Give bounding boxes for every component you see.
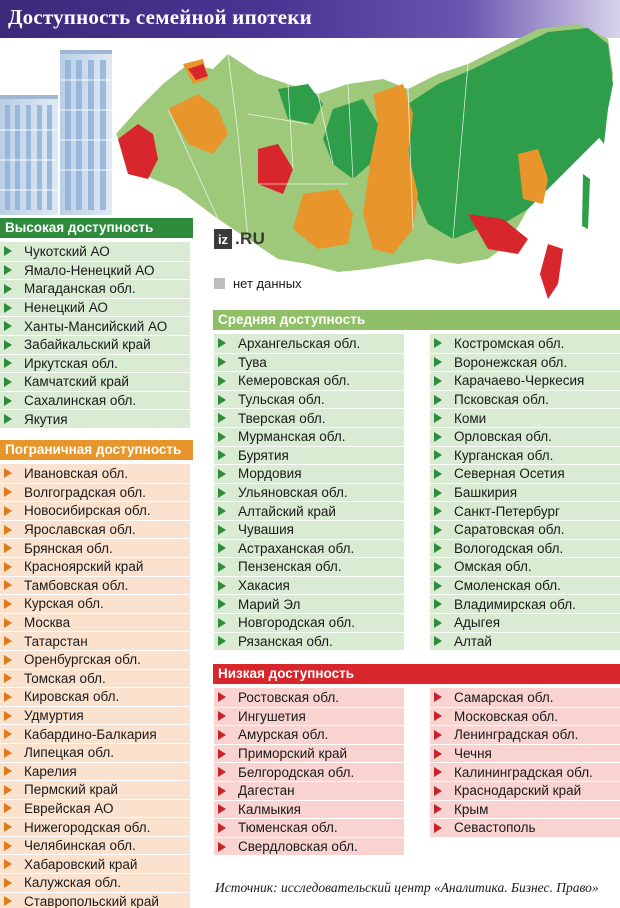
border-header: Пограничная доступность (0, 440, 193, 460)
region-row (430, 613, 620, 632)
region-row (214, 446, 404, 465)
region-label: Хабаровский край (24, 856, 138, 872)
region-row (0, 538, 190, 557)
region-label: Ставропольский край (24, 893, 159, 908)
triangle-bullet-icon (4, 636, 12, 646)
region-label: Тува (238, 354, 267, 370)
triangle-bullet-icon (218, 581, 226, 591)
region-row (0, 316, 190, 335)
low-list-col2 (430, 688, 620, 837)
triangle-bullet-icon (4, 878, 12, 888)
triangle-bullet-icon (218, 413, 226, 423)
region-label: Еврейская АО (24, 800, 114, 816)
region-row (0, 242, 190, 261)
region-row (430, 576, 620, 595)
region-row (0, 576, 190, 595)
triangle-bullet-icon (434, 432, 442, 442)
triangle-bullet-icon (4, 377, 12, 387)
region-row (0, 687, 190, 706)
region-row (214, 781, 404, 800)
region-label: Красноярский край (24, 559, 144, 575)
triangle-bullet-icon (4, 246, 12, 256)
region-row (214, 762, 404, 781)
triangle-bullet-icon (4, 487, 12, 497)
region-label: Калининградская обл. (454, 764, 593, 780)
region-row (214, 390, 404, 409)
region-label: Москва (24, 615, 71, 631)
region-label: Курская обл. (24, 596, 104, 612)
triangle-bullet-icon (4, 859, 12, 869)
triangle-bullet-icon (218, 786, 226, 796)
triangle-bullet-icon (434, 506, 442, 516)
region-label: Челябинская обл. (24, 838, 136, 854)
region-label: Приморский край (238, 746, 348, 762)
triangle-bullet-icon (4, 618, 12, 628)
region-label: Карачаево-Черкесия (454, 373, 585, 389)
region-row (214, 576, 404, 595)
region-row (430, 427, 620, 446)
triangle-bullet-icon (434, 804, 442, 814)
triangle-bullet-icon (4, 414, 12, 424)
region-row (0, 724, 190, 743)
high-list (0, 242, 190, 428)
region-label: Якутия (24, 411, 68, 427)
region-label: Архангельская обл. (238, 335, 361, 351)
nodata-swatch (214, 278, 225, 289)
region-label: Башкирия (454, 485, 518, 501)
region-row (214, 707, 404, 726)
region-row (0, 613, 190, 632)
region-row (430, 408, 620, 427)
region-row (0, 298, 190, 317)
region-label: Свердловская обл. (238, 839, 358, 855)
region-row (430, 781, 620, 800)
region-label: Мордовия (238, 466, 302, 482)
region-label: Чечня (454, 746, 492, 762)
triangle-bullet-icon (218, 506, 226, 516)
triangle-bullet-icon (4, 284, 12, 294)
region-label: Оренбургская обл. (24, 652, 141, 668)
region-row (214, 501, 404, 520)
region-row (0, 892, 190, 908)
triangle-bullet-icon (4, 841, 12, 851)
triangle-bullet-icon (218, 692, 226, 702)
region-row (0, 706, 190, 725)
region-label: Дагестан (238, 783, 295, 799)
region-row (0, 799, 190, 818)
region-label: Калмыкия (238, 801, 301, 817)
region-label: Кабардино-Балкария (24, 726, 157, 742)
region-row (430, 446, 620, 465)
region-label: Московская обл. (454, 708, 559, 724)
triangle-bullet-icon (434, 543, 442, 553)
triangle-bullet-icon (434, 469, 442, 479)
triangle-bullet-icon (218, 842, 226, 852)
triangle-bullet-icon (218, 804, 226, 814)
region-label: Иркутская обл. (24, 355, 118, 371)
triangle-bullet-icon (4, 303, 12, 313)
region-row (214, 594, 404, 613)
triangle-bullet-icon (218, 636, 226, 646)
region-label: Карелия (24, 763, 77, 779)
triangle-bullet-icon (434, 599, 442, 609)
region-row (0, 520, 190, 539)
region-label: Нижегородская обл. (24, 819, 151, 835)
region-label: Орловская обл. (454, 429, 552, 445)
triangle-bullet-icon (434, 338, 442, 348)
region-row (214, 632, 404, 651)
high-header: Высокая доступность (0, 218, 193, 238)
triangle-bullet-icon (4, 506, 12, 516)
region-label: Ямало-Ненецкий АО (24, 262, 155, 278)
region-label: Томская обл. (24, 670, 106, 686)
region-row (214, 818, 404, 837)
region-row (430, 762, 620, 781)
region-label: Пермский край (24, 782, 118, 798)
triangle-bullet-icon (434, 488, 442, 498)
region-label: Кировская обл. (24, 689, 120, 705)
triangle-bullet-icon (218, 543, 226, 553)
region-label: Омская обл. (454, 559, 532, 575)
triangle-bullet-icon (434, 767, 442, 777)
region-row (0, 873, 190, 892)
region-label: Белгородская обл. (238, 764, 355, 780)
border-list (0, 464, 190, 908)
region-label: Ингушетия (238, 708, 306, 724)
triangle-bullet-icon (434, 636, 442, 646)
region-row (430, 501, 620, 520)
region-row (430, 334, 620, 353)
region-row (430, 557, 620, 576)
region-label: Новгородская обл. (238, 615, 355, 631)
map-region-low-4 (540, 244, 563, 299)
triangle-bullet-icon (218, 599, 226, 609)
region-label: Курганская обл. (454, 447, 554, 463)
map-region-high (408, 28, 613, 239)
region-row (430, 632, 620, 651)
region-row (0, 650, 190, 669)
logo-text: .RU (235, 229, 266, 248)
region-row (214, 539, 404, 558)
triangle-bullet-icon (434, 450, 442, 460)
medium-list-col2 (430, 334, 620, 650)
region-row (0, 501, 190, 520)
region-label: Владимирская обл. (454, 596, 576, 612)
region-row (430, 688, 620, 707)
triangle-bullet-icon (4, 766, 12, 776)
triangle-bullet-icon (434, 413, 442, 423)
region-label: Костромская обл. (454, 335, 565, 351)
low-list-col1 (214, 688, 404, 855)
triangle-bullet-icon (218, 357, 226, 367)
region-row (0, 669, 190, 688)
triangle-bullet-icon (4, 896, 12, 906)
region-label: Саратовская обл. (454, 522, 565, 538)
triangle-bullet-icon (218, 711, 226, 721)
region-label: Чувашия (238, 522, 294, 538)
triangle-bullet-icon (218, 749, 226, 759)
page-title: Доступность семейной ипотеки (8, 5, 312, 29)
triangle-bullet-icon (218, 525, 226, 535)
region-row (430, 725, 620, 744)
region-label: Кемеровская обл. (238, 373, 350, 389)
triangle-bullet-icon (218, 618, 226, 628)
region-row (430, 539, 620, 558)
region-label: Ханты-Мансийский АО (24, 318, 168, 334)
region-label: Тамбовская обл. (24, 577, 129, 593)
region-label: Краснодарский край (454, 783, 582, 799)
triangle-bullet-icon (434, 618, 442, 628)
region-row (0, 261, 190, 280)
region-label: Самарская обл. (454, 689, 554, 705)
region-row (214, 427, 404, 446)
triangle-bullet-icon (218, 562, 226, 572)
region-label: Липецкая обл. (24, 745, 114, 761)
iz-ru-logo (214, 229, 265, 249)
region-label: Татарстан (24, 633, 88, 649)
region-label: Ненецкий АО (24, 300, 108, 316)
region-row (0, 743, 190, 762)
region-row (0, 279, 190, 298)
triangle-bullet-icon (4, 599, 12, 609)
region-label: Севастополь (454, 820, 536, 836)
region-label: Сахалинская обл. (24, 393, 137, 409)
triangle-bullet-icon (434, 692, 442, 702)
triangle-bullet-icon (4, 358, 12, 368)
triangle-bullet-icon (4, 580, 12, 590)
triangle-bullet-icon (434, 395, 442, 405)
region-row (0, 464, 190, 483)
region-row (214, 837, 404, 856)
triangle-bullet-icon (434, 749, 442, 759)
region-label: Тульская обл. (238, 392, 325, 408)
medium-header: Средняя доступность (213, 310, 620, 330)
region-label: Алтайский край (238, 503, 336, 519)
triangle-bullet-icon (4, 673, 12, 683)
region-label: Коми (454, 410, 487, 426)
region-row (214, 688, 404, 707)
region-row (0, 780, 190, 799)
triangle-bullet-icon (434, 581, 442, 591)
region-label: Марий Эл (238, 596, 301, 612)
region-label: Забайкальский край (24, 337, 151, 353)
triangle-bullet-icon (4, 803, 12, 813)
triangle-bullet-icon (434, 525, 442, 535)
region-row (430, 744, 620, 763)
triangle-bullet-icon (4, 655, 12, 665)
region-row (0, 836, 190, 855)
triangle-bullet-icon (218, 730, 226, 740)
region-row (430, 520, 620, 539)
region-label: Воронежская обл. (454, 354, 568, 370)
region-label: Пензенская обл. (238, 559, 342, 575)
region-label: Амурская обл. (238, 727, 329, 743)
region-row (430, 800, 620, 819)
region-row (214, 483, 404, 502)
region-label: Чукотский АО (24, 243, 110, 259)
region-label: Хакасия (238, 578, 290, 594)
region-label: Камчатский край (24, 374, 129, 390)
triangle-bullet-icon (218, 432, 226, 442)
triangle-bullet-icon (4, 265, 12, 275)
region-label: Тюменская обл. (238, 820, 338, 836)
region-row (430, 353, 620, 372)
region-row (430, 818, 620, 837)
triangle-bullet-icon (4, 748, 12, 758)
triangle-bullet-icon (218, 823, 226, 833)
triangle-bullet-icon (218, 469, 226, 479)
region-row (214, 744, 404, 763)
source-note: Источник: исследовательский центр «Аналитика. Бизнес. Право» (215, 880, 599, 895)
triangle-bullet-icon (4, 562, 12, 572)
region-label: Алтай (454, 633, 492, 649)
triangle-bullet-icon (4, 711, 12, 721)
region-row (0, 631, 190, 650)
legend-nodata (214, 276, 302, 291)
legend-nodata-label: нет данных (233, 276, 302, 291)
region-label: Ростовская обл. (238, 689, 340, 705)
triangle-bullet-icon (434, 730, 442, 740)
region-row (214, 334, 404, 353)
triangle-bullet-icon (4, 321, 12, 331)
region-row (0, 354, 190, 373)
region-label: Бурятия (238, 447, 289, 463)
region-label: Удмуртия (24, 708, 84, 724)
triangle-bullet-icon (4, 692, 12, 702)
triangle-bullet-icon (4, 340, 12, 350)
region-label: Крым (454, 801, 489, 817)
region-row (214, 557, 404, 576)
map-region-sakhalin (582, 174, 590, 229)
region-row (0, 483, 190, 502)
region-label: Мурманская обл. (238, 429, 346, 445)
region-row (214, 371, 404, 390)
region-row (430, 390, 620, 409)
region-label: Рязанская обл. (238, 633, 333, 649)
region-row (0, 391, 190, 410)
region-label: Калужская обл. (24, 875, 121, 891)
region-label: Санкт-Петербург (454, 503, 560, 519)
triangle-bullet-icon (218, 488, 226, 498)
region-label: Брянская обл. (24, 540, 113, 556)
region-label: Астраханская обл. (238, 540, 355, 556)
region-row (214, 800, 404, 819)
low-header: Низкая доступность (213, 664, 620, 684)
region-row (214, 725, 404, 744)
region-label: Адыгея (454, 615, 501, 631)
region-row (430, 594, 620, 613)
region-label: Волгоградская обл. (24, 484, 146, 500)
region-row (430, 483, 620, 502)
triangle-bullet-icon (434, 823, 442, 833)
region-label: Ивановская обл. (24, 465, 128, 481)
region-row (0, 557, 190, 576)
region-row (214, 613, 404, 632)
region-label: Ярославская обл. (24, 522, 136, 538)
triangle-bullet-icon (4, 785, 12, 795)
region-label: Ленинградская обл. (454, 727, 579, 743)
region-row (430, 464, 620, 483)
region-row (430, 707, 620, 726)
region-label: Магаданская обл. (24, 281, 136, 297)
triangle-bullet-icon (218, 376, 226, 386)
region-row (214, 408, 404, 427)
logo-box: iz (214, 229, 232, 249)
region-row (214, 353, 404, 372)
triangle-bullet-icon (434, 711, 442, 721)
region-label: Новосибирская обл. (24, 503, 151, 519)
region-label: Смоленская обл. (454, 578, 561, 594)
triangle-bullet-icon (218, 395, 226, 405)
region-row (214, 520, 404, 539)
triangle-bullet-icon (218, 450, 226, 460)
medium-list-col1 (214, 334, 404, 650)
region-label: Вологодская обл. (454, 540, 564, 556)
triangle-bullet-icon (4, 729, 12, 739)
triangle-bullet-icon (4, 543, 12, 553)
region-label: Ульяновская обл. (238, 485, 348, 501)
triangle-bullet-icon (434, 562, 442, 572)
region-label: Псковская обл. (454, 392, 549, 408)
region-row (0, 594, 190, 613)
triangle-bullet-icon (218, 767, 226, 777)
triangle-bullet-icon (434, 357, 442, 367)
triangle-bullet-icon (218, 338, 226, 348)
triangle-bullet-icon (4, 396, 12, 406)
region-row (214, 464, 404, 483)
triangle-bullet-icon (4, 822, 12, 832)
triangle-bullet-icon (434, 376, 442, 386)
region-row (0, 817, 190, 836)
region-row (430, 371, 620, 390)
region-row (0, 854, 190, 873)
region-row (0, 762, 190, 781)
triangle-bullet-icon (434, 786, 442, 796)
triangle-bullet-icon (4, 525, 12, 535)
region-label: Северная Осетия (454, 466, 565, 482)
region-label: Тверская обл. (238, 410, 326, 426)
region-row (0, 409, 190, 428)
region-row (0, 335, 190, 354)
triangle-bullet-icon (4, 468, 12, 478)
region-row (0, 372, 190, 391)
